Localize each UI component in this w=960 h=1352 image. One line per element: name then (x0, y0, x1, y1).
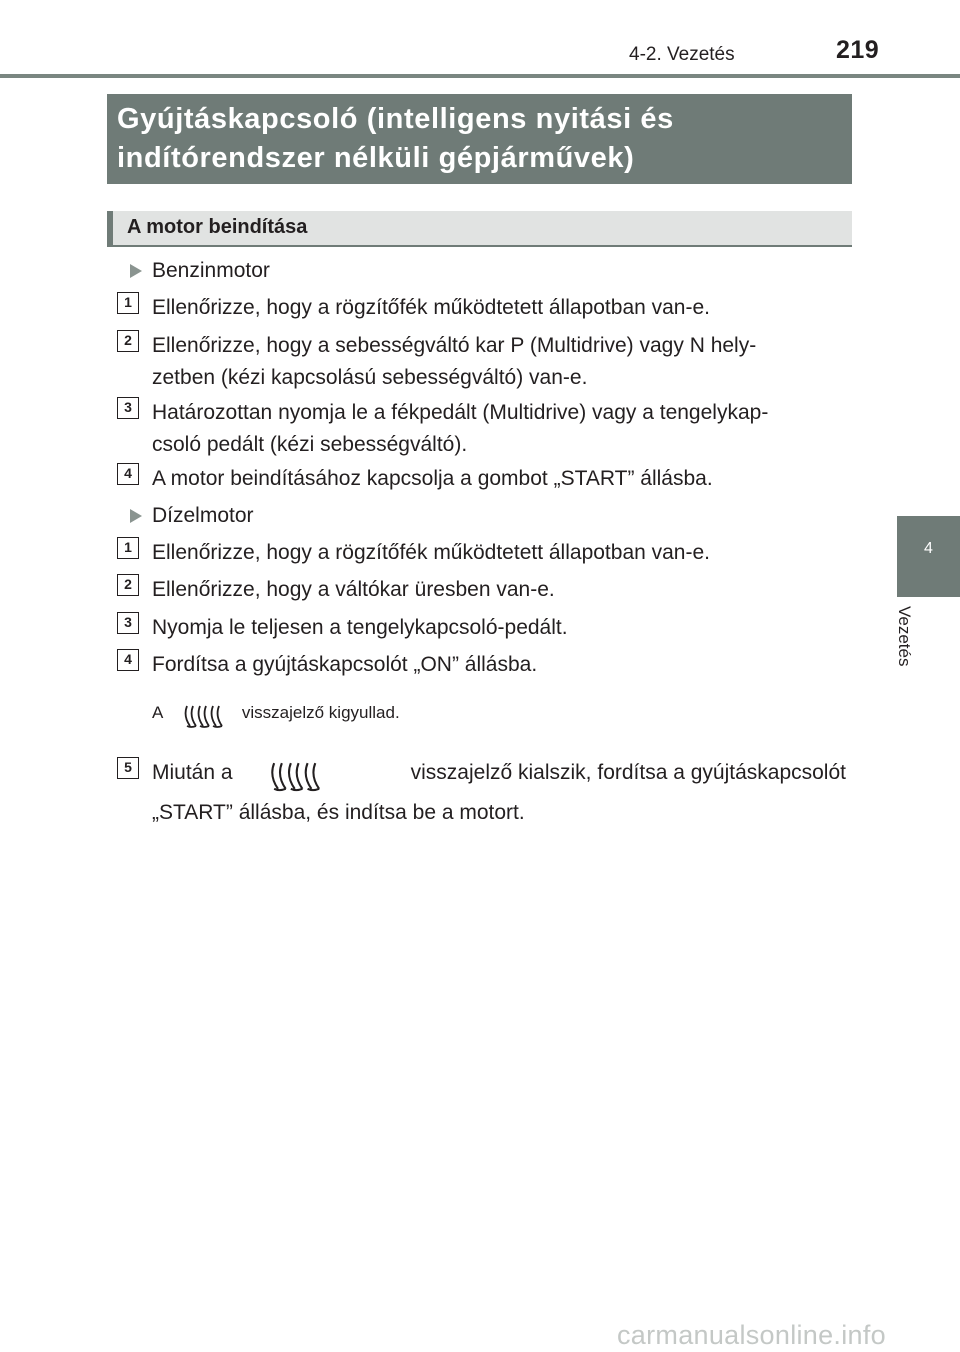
indicator-note-suffix: visszajelző kigyullad. (241, 703, 400, 722)
diesel-step-1: Ellenőrizze, hogy a rögzítőfék működtetett állapotban van-e. (152, 541, 710, 564)
diesel-step-2: Ellenőrizze, hogy a váltókar üresben van-e. (152, 578, 555, 601)
page-title-box (107, 94, 852, 184)
petrol-step-4: A motor beindításához kapcsolja a gombot „START” állásba. (152, 467, 713, 490)
step-number-badge: 4 (117, 463, 139, 485)
header-rule (0, 74, 960, 78)
subheading: A motor beindítása (127, 216, 308, 238)
petrol-step-2-line-2: zetben (kézi kapcsolású sebességváltó) van-e. (152, 366, 588, 389)
diesel-heading-text: Dízelmotor (152, 504, 254, 527)
step-number-badge: 2 (117, 574, 139, 596)
chapter-number: 4 (924, 540, 933, 557)
watermark: carmanualsonline.info (617, 1320, 886, 1350)
chapter-tab[interactable] (897, 516, 960, 597)
indicator-note-prefix: A (152, 703, 163, 722)
step-number-badge: 4 (117, 649, 139, 671)
petrol-step-1: Ellenőrizze, hogy a rögzítőfék működtetett állapotban van-e. (152, 296, 710, 319)
petrol-step-3-line-2: csoló pedált (kézi sebességváltó). (152, 433, 468, 456)
diesel-step-5-line-1 (152, 757, 846, 789)
chapter-name-vertical (895, 606, 927, 686)
subheading-box (107, 211, 852, 247)
step-number-badge: 1 (117, 292, 139, 314)
diesel-step-5 (152, 757, 846, 829)
chapter-name: Vezetés (895, 606, 914, 667)
triangle-bullet-icon (130, 509, 142, 523)
step-number-badge: 1 (117, 537, 139, 559)
triangle-bullet-icon (130, 264, 142, 278)
diesel-step-4: Fordítsa a gyújtáskapcsolót „ON” állásba. (152, 653, 538, 676)
diesel-step-5-line-2: „START” állásba, és indítsa be a motort. (152, 801, 525, 824)
section-label: 4-2. Vezetés (629, 44, 735, 65)
diesel-step-3: Nyomja le teljesen a tengelykapcsoló-pedált. (152, 616, 568, 639)
petrol-step-3-line-1: Határozottan nyomja le a fékpedált (Multidrive) vagy a tengelykap- (152, 401, 769, 424)
petrol-step-2 (152, 330, 846, 394)
petrol-heading-text: Benzinmotor (152, 259, 270, 282)
page-title-line-1: Gyújtáskapcsoló (intelligens nyitási és (117, 103, 674, 135)
diesel-step-5-part-1: Miután a (152, 761, 233, 784)
page-title-line-2: indítórendszer nélküli gépjárművek) (117, 142, 635, 174)
petrol-step-3 (152, 397, 846, 461)
step-number-badge: 3 (117, 397, 139, 419)
page-number: 219 (836, 36, 880, 64)
step-number-badge: 5 (117, 757, 139, 779)
diesel-step-5-part-2: visszajelző kialszik, fordítsa a gyújtáskapcsolót (410, 761, 846, 784)
step-number-badge: 3 (117, 612, 139, 634)
step-number-badge: 2 (117, 330, 139, 352)
glow-plug-indicator-icon (183, 702, 225, 730)
glow-plug-indicator-icon (268, 758, 324, 794)
petrol-step-2-line-1-text: Ellenőrizze, hogy a sebességváltó kar P (Multidrive) vagy N hely- (152, 334, 757, 357)
petrol-step-2-line-1 (152, 330, 846, 362)
